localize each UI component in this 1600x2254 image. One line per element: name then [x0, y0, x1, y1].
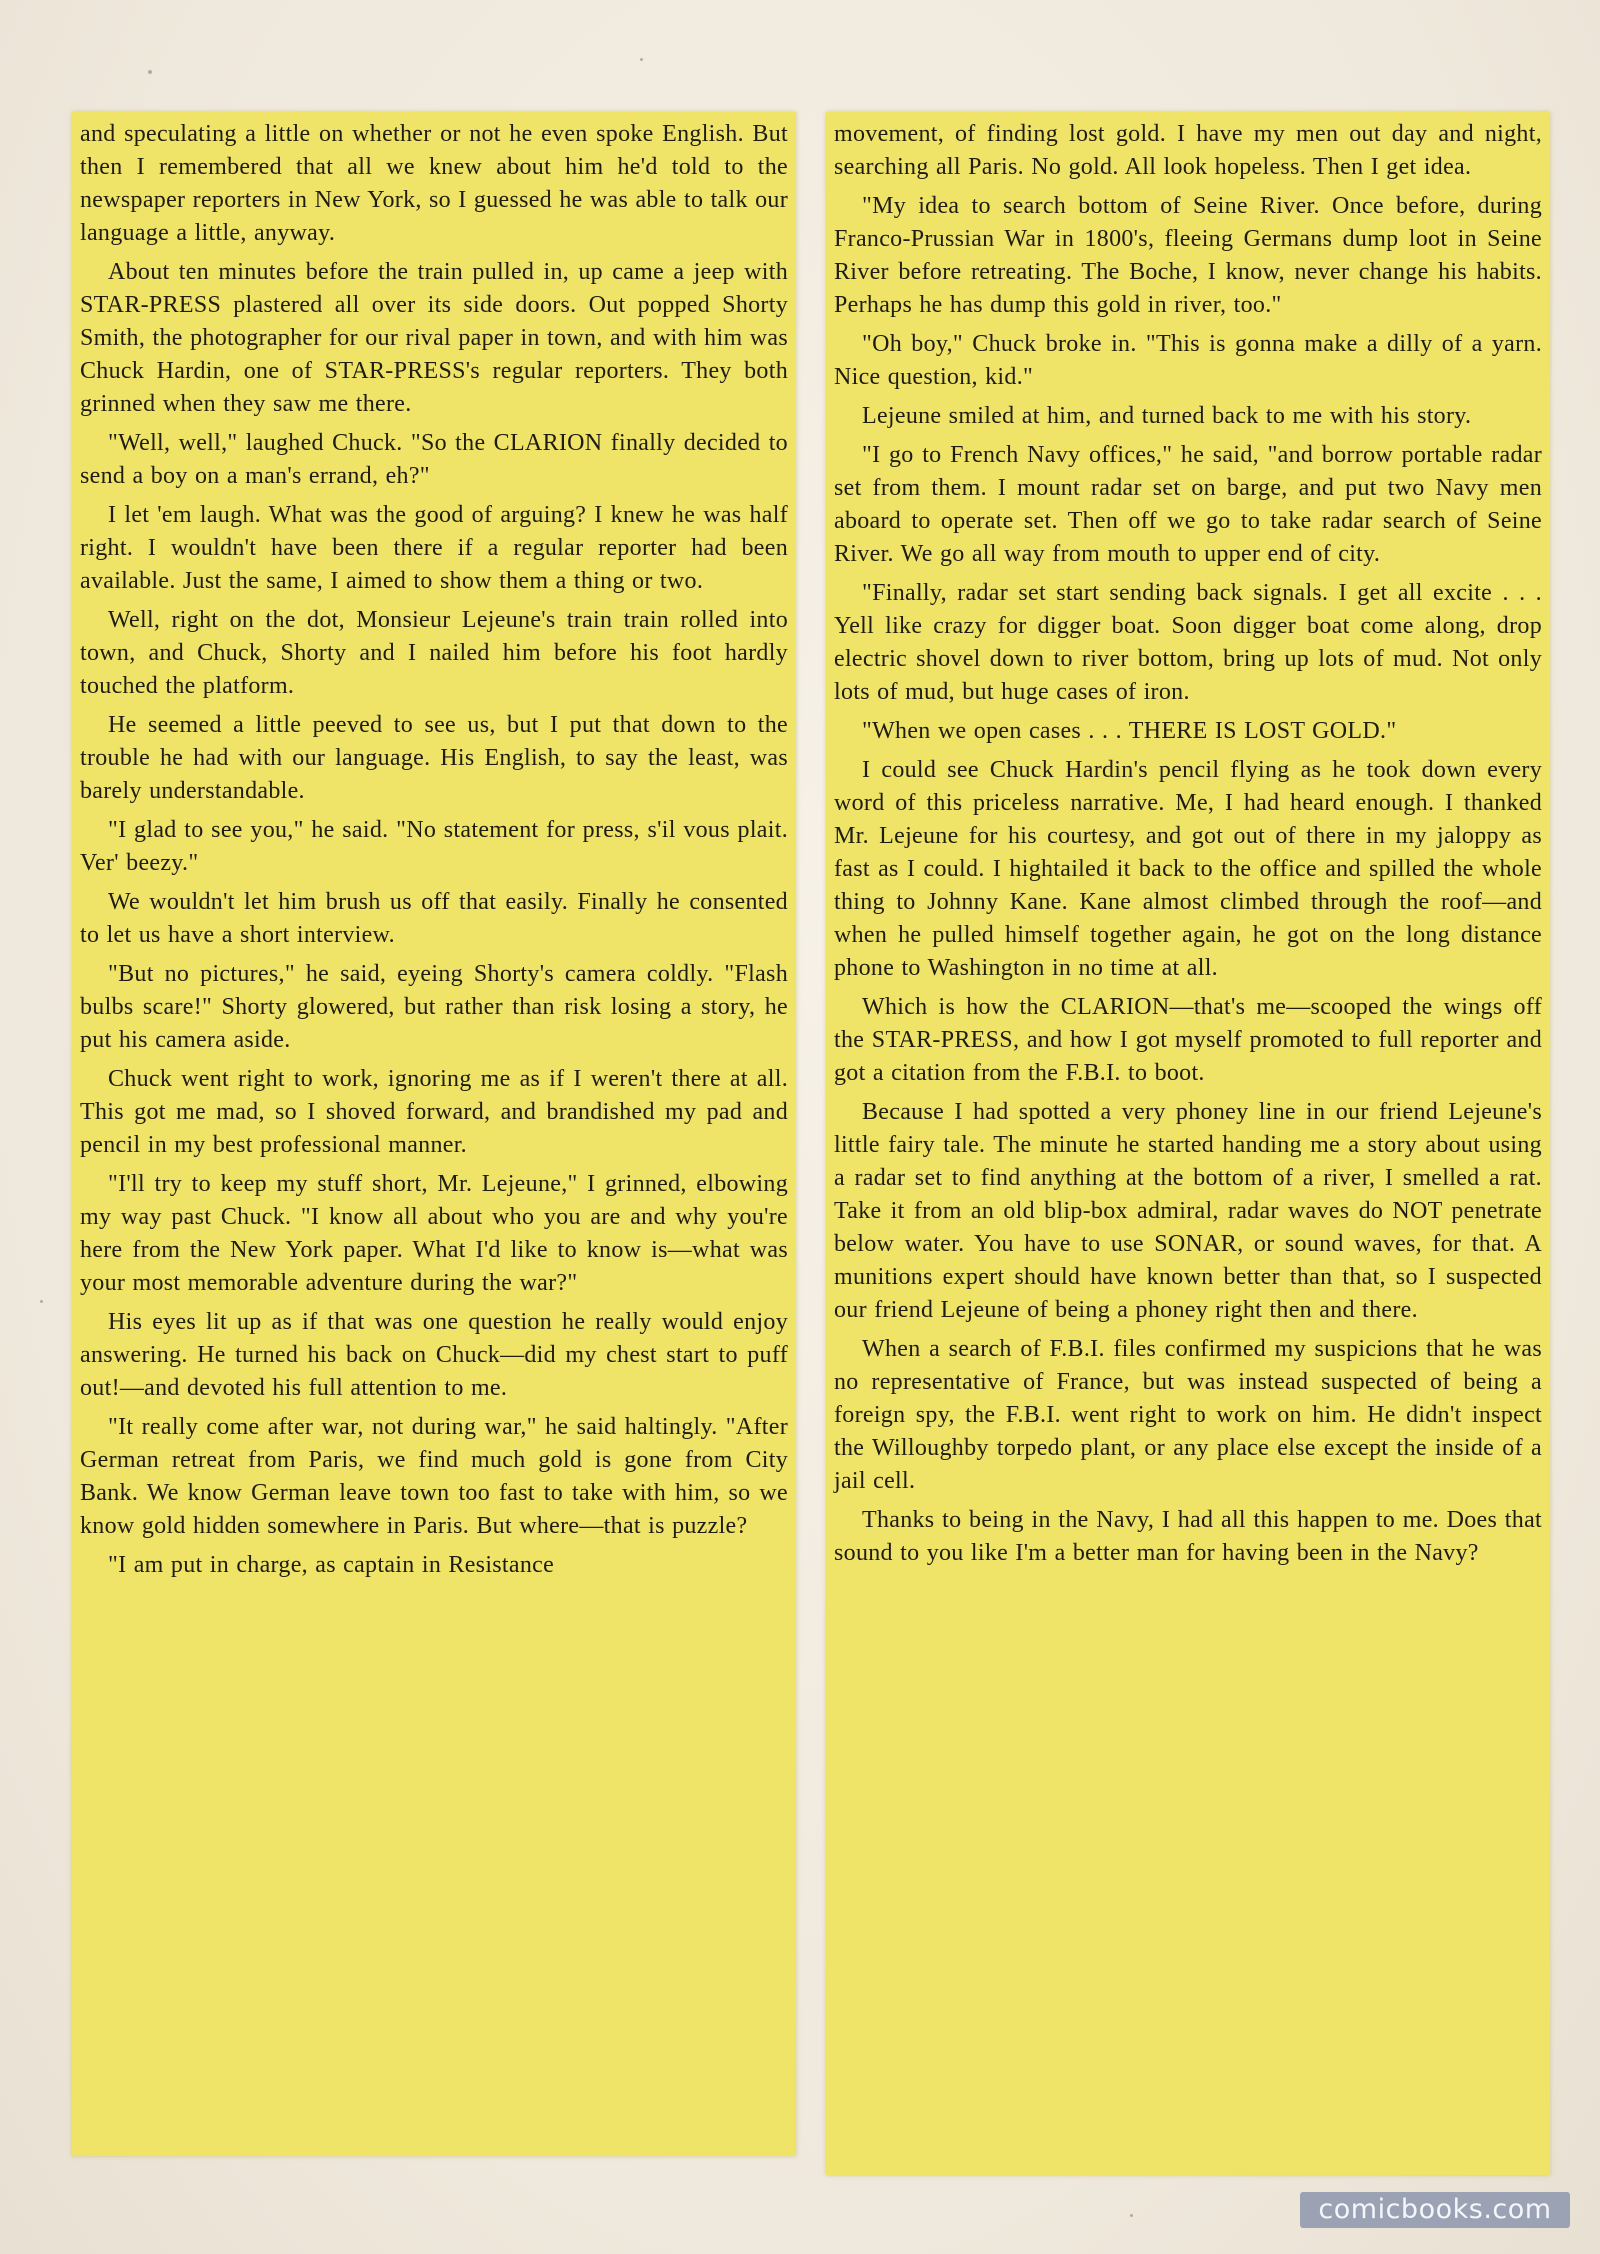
story-paragraph: "My idea to search bottom of Seine River. Once before, during Franco-Prussian War in 1800's, fleeing Germans dump loot in Seine River before retreating. The Boche, I know, never change his habits. Perhaps he has dump this gold in river, too." [834, 193, 1542, 318]
story-paragraph: His eyes lit up as if that was one question he really would enjoy answering. He turned his back on Chuck—did my chest start to puff out!—and devoted his full attention to me. [80, 1309, 788, 1401]
story-paragraph: Because I had spotted a very phoney line in our friend Lejeune's little fairy tale. The minute he started handing me a story about using a radar set to find anything at the bottom of a river, I smelled a rat. Take it from an old blip-box admiral, radar waves do NOT penetrate below water. You have to use SONAR, or sound waves, for that. A munitions expert should have known better than that, so I suspected our friend Lejeune of being a phoney right then and there. [834, 1099, 1542, 1323]
story-paragraph: "It really come after war, not during war," he said haltingly. "After German retreat from Paris, we find much gold is gone from City Bank. We know German leave town too fast to take with him, so we know gold hidden somewhere in Paris. But where—that is puzzle? [80, 1414, 788, 1539]
story-paragraph: and speculating a little on whether or not he even spoke English. But then I remembered that all we knew about him he'd told to the newspaper reporters in New York, so I guessed he was able to talk our language a little, anyway. [80, 121, 788, 246]
story-paragraph: Thanks to being in the Navy, I had all this happen to me. Does that sound to you like I'm a better man for having been in the Navy? [834, 1507, 1542, 1566]
left-paragraphs [72, 112, 796, 1582]
print-speck [1130, 2214, 1133, 2217]
story-paragraph: About ten minutes before the train pulled in, up came a jeep with STAR-PRESS plastered all over its side doors. Out popped Shorty Smith, the photographer for our rival paper in town, and with him was Chuck Hardin, one of STAR-PRESS's regular reporters. They both grinned when they saw me there. [80, 259, 788, 417]
story-paragraph: We wouldn't let him brush us off that easily. Finally he consented to let us have a short interview. [80, 889, 788, 948]
right-paragraphs [826, 112, 1550, 1570]
site-watermark: comicbooks.com [1300, 2192, 1570, 2228]
story-paragraph: When a search of F.B.I. files confirmed my suspicions that he was no representative of France, but was instead suspected of being a foreign spy, the F.B.I. went right to work on him. He didn't inspect the Willoughby torpedo plant, or any place else except the inside of a jail cell. [834, 1336, 1542, 1494]
story-paragraph: Which is how the CLARION—that's me—scooped the wings off the STAR-PRESS, and how I got myself promoted to full reporter and got a citation from the F.B.I. to boot. [834, 994, 1542, 1086]
story-paragraph: Well, right on the dot, Monsieur Lejeune's train train rolled into town, and Chuck, Shorty and I nailed him before his foot hardly touched the platform. [80, 607, 788, 699]
story-paragraph: "I go to French Navy offices," he said, "and borrow portable radar set from them. I mount radar set on barge, and put two Navy men aboard to operate set. Then off we go to take radar search of Seine River. We go all way from mouth to upper end of city. [834, 442, 1542, 567]
story-paragraph: I could see Chuck Hardin's pencil flying as he took down every word of this priceless narrative. Me, I had heard enough. I thanked Mr. Lejeune for his courtesy, and got out of there in my jaloppy as fast as I could. I hightailed it back to the office and spilled the whole thing to Johnny Kane. Kane almost climbed through the roof—and when he pulled himself together again, he got on the long distance phone to Washington in no time at all. [834, 757, 1542, 981]
print-speck [640, 58, 643, 61]
story-paragraph: He seemed a little peeved to see us, but I put that down to the trouble he had with our language. His English, to say the least, was barely understandable. [80, 712, 788, 804]
right-text-column [826, 112, 1550, 2175]
story-paragraph: Chuck went right to work, ignoring me as if I weren't there at all. This got me mad, so I shoved forward, and brandished my pad and pencil in my best professional manner. [80, 1066, 788, 1158]
story-paragraph: Lejeune smiled at him, and turned back to me with his story. [862, 403, 1472, 429]
story-paragraph: "But no pictures," he said, eyeing Shorty's camera coldly. "Flash bulbs scare!" Shorty glowered, but rather than risk losing a story, he put his camera aside. [80, 961, 788, 1053]
story-paragraph: "I'll try to keep my stuff short, Mr. Lejeune," I grinned, elbowing my way past Chuck. "I know all about who you are and why you're here from the New York paper. What I'd like to know is—what was your most memorable adventure during the war?" [80, 1171, 788, 1296]
story-paragraph: "Finally, radar set start sending back signals. I get all excite . . . Yell like crazy for digger boat. Soon digger boat come along, drop electric shovel down to river bottom, bring up lots of mud. Not only lots of mud, but huge cases of iron. [834, 580, 1542, 705]
left-text-column [72, 112, 796, 2156]
story-paragraph: movement, of finding lost gold. I have my men out day and night, searching all Paris. No gold. All look hopeless. Then I get idea. [834, 121, 1542, 180]
story-paragraph: I let 'em laugh. What was the good of arguing? I knew he was half right. I wouldn't have been there if a regular reporter had been available. Just the same, I aimed to show them a thing or two. [80, 502, 788, 594]
story-paragraph: "When we open cases . . . THERE IS LOST GOLD." [862, 718, 1397, 744]
story-paragraph: "Well, well," laughed Chuck. "So the CLARION finally decided to send a boy on a man's errand, eh?" [80, 430, 788, 489]
story-paragraph: "I am put in charge, as captain in Resistance [108, 1552, 555, 1578]
story-paragraph: "I glad to see you," he said. "No statement for press, s'il vous plait. Ver' beezy." [80, 817, 788, 876]
story-paragraph: "Oh boy," Chuck broke in. "This is gonna make a dilly of a yarn. Nice question, kid." [834, 331, 1542, 390]
print-speck [40, 1300, 43, 1303]
print-speck [148, 70, 152, 74]
